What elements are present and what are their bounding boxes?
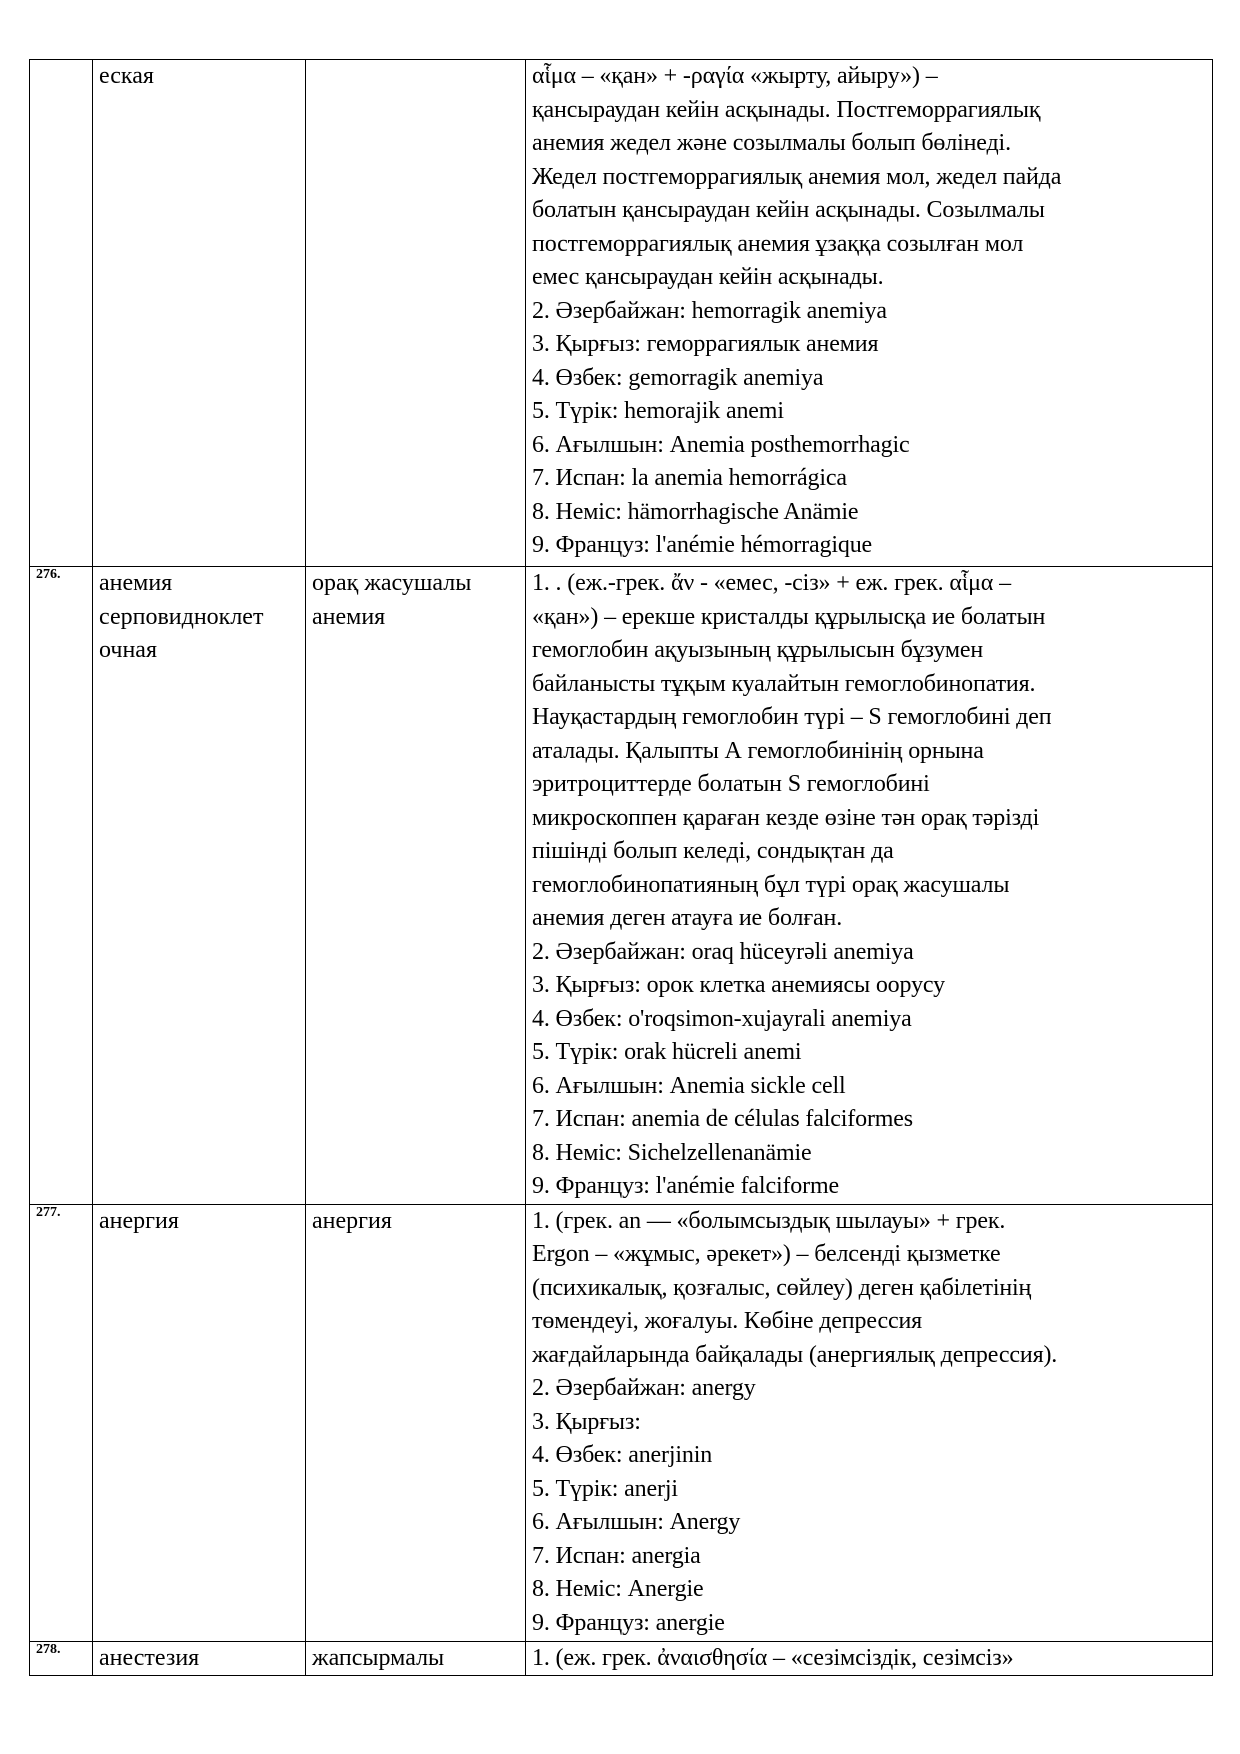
term-definition-line: постгеморрагиялық анемия ұзаққа созылған мол — [532, 230, 1024, 257]
entry-number: 278. — [30, 1641, 93, 1676]
term-russian — [93, 1204, 306, 1641]
term-definition-line: қансыраудан кейін асқынады. Постгеморрагиялық — [532, 96, 1041, 123]
term-definition-line: Ergon – «жұмыс, әрекет») – белсенді қызметке — [532, 1241, 1001, 1267]
term-russian — [93, 567, 306, 1205]
term-definition-line: 2. Әзербайжан: anergy — [532, 1375, 756, 1401]
term-definition-line: Жедел постгеморрагиялық анемия мол, жедел пайда — [532, 163, 1062, 190]
term-definition-line: αἷμα – «қан» + -ραγία «жырту, айыру») – — [532, 63, 938, 89]
term-definition-line: 6. Ағылшын: Anergy — [532, 1509, 741, 1535]
term-definition-line: пішінді болып келеді, сондықтан да — [532, 838, 894, 864]
term-definition-line: 9. Француз: l'anémie falciforme — [532, 1173, 840, 1199]
term-kazakh — [306, 1641, 526, 1676]
term-definition-line: эритроциттерде болатын S гемоглобині — [532, 771, 930, 797]
term-definition-line: 7. Испан: anemia de células falciformes — [532, 1106, 913, 1132]
term-russian-line: анергия — [99, 1207, 179, 1234]
term-definition-line: 6. Ағылшын: Anemia posthemorrhagic — [532, 431, 910, 458]
term-definition-line: Науқастардың гемоглобин түрі – S гемоглобині деп — [532, 704, 1052, 730]
term-russian-line: еская — [99, 63, 154, 89]
term-kazakh-line: анергия — [312, 1207, 392, 1234]
term-definition-line: болатын қансыраудан кейін асқынады. Созылмалы — [532, 197, 1045, 223]
term-russian-line: анестезия — [99, 1644, 200, 1671]
term-definition-line: төмендеуі, жоғалуы. Көбіне депрессия — [532, 1308, 923, 1334]
term-definition — [526, 567, 1213, 1205]
term-russian — [93, 1641, 306, 1676]
term-definition-line: 4. Өзбек: anerjinin — [532, 1442, 713, 1468]
term-kazakh-line: орақ жасушалы — [312, 570, 472, 596]
term-definition-line: 1. (еж. грек. ἀναισθησία – «сезімсіздік, сезімсіз» — [532, 1644, 1014, 1671]
term-definition-line: 3. Қырғыз: геморрагиялык анемия — [532, 331, 879, 357]
term-definition-line: гемоглобинопатияның бұл түрі орақ жасушалы — [532, 871, 1010, 898]
term-kazakh — [306, 60, 526, 567]
term-kazakh-line: анемия — [312, 603, 386, 630]
term-kazakh-line: жапсырмалы — [312, 1644, 445, 1671]
term-definition-line: жағдайларында байқалады (анергиялық депрессия). — [532, 1341, 1058, 1368]
term-definition — [526, 1641, 1213, 1676]
table-row — [30, 1204, 1213, 1641]
term-definition-line: (психикалық, қозғалыс, сөйлеу) деген қабілетінің — [532, 1274, 1032, 1301]
term-definition-line: анемия жедел және созылмалы болып бөлінеді. — [532, 130, 1011, 156]
term-definition-line: 1. . (еж.-грек. ἄν - «емес, -сіз» + еж. грек. αἷμα – — [532, 570, 1011, 596]
term-definition-line: микроскоппен қараған кезде өзіне тән орақ тәрізді — [532, 804, 1040, 831]
term-russian-line: серповидноклет — [99, 603, 264, 630]
entry-number: 277. — [30, 1204, 93, 1641]
table-row — [30, 60, 1213, 567]
term-definition-line: 5. Түрік: anerji — [532, 1475, 678, 1502]
term-definition-line: 1. (грек. an — «болымсыздық шылауы» + грек. — [532, 1207, 1006, 1234]
term-russian — [93, 60, 306, 567]
term-definition-line: 8. Неміс: Anergie — [532, 1576, 704, 1602]
term-definition-line: 8. Неміс: Sichelzellenanämie — [532, 1139, 812, 1166]
term-definition — [526, 60, 1213, 567]
term-definition-line: анемия деген атауға ие болған. — [532, 905, 843, 931]
term-definition-line: байланысты тұқым куалайтын гемоглобинопатия. — [532, 670, 1036, 697]
term-definition-line: 4. Өзбек: gemorragik anemiya — [532, 364, 824, 391]
term-definition-line: 9. Француз: anergie — [532, 1609, 725, 1636]
term-definition-line: 3. Қырғыз: — [532, 1408, 641, 1435]
table-row — [30, 1641, 1213, 1676]
term-definition-line: 6. Ағылшын: Anemia sickle cell — [532, 1072, 846, 1099]
term-definition-line: 7. Испан: la anemia hemorrágica — [532, 465, 847, 491]
term-definition-line: «қан») – ерекше кристалды құрылысқа ие болатын — [532, 603, 1046, 630]
term-definition-line: 5. Түрік: hemorajik anemi — [532, 398, 784, 424]
dictionary-table — [29, 59, 1213, 1676]
term-definition-line: 2. Әзербайжан: hemorragik anemiya — [532, 297, 887, 324]
term-russian-line: очная — [99, 637, 157, 663]
term-russian-line: анемия — [99, 570, 173, 596]
term-definition-line: емес қансыраудан кейін асқынады. — [532, 264, 884, 290]
term-definition-line: 2. Әзербайжан: oraq hüceyrəli anemiya — [532, 938, 914, 965]
term-definition-line: 7. Испан: anergia — [532, 1542, 701, 1569]
table-row — [30, 567, 1213, 1205]
term-definition-line: 9. Француз: l'anémie hémorragique — [532, 532, 873, 558]
dictionary-rows — [30, 60, 1213, 1676]
term-kazakh — [306, 567, 526, 1205]
term-kazakh — [306, 1204, 526, 1641]
term-definition-line: 5. Түрік: orak hücreli anemi — [532, 1039, 802, 1065]
entry-number: 276. — [30, 567, 93, 1205]
term-definition-line: аталады. Қалыпты А гемоглобинінің орнына — [532, 737, 984, 764]
term-definition-line: 3. Қырғыз: орок клетка анемиясы оорусу — [532, 972, 945, 998]
term-definition-line: гемоглобин ақуызының құрылысын бұзумен — [532, 637, 984, 663]
term-definition-line: 4. Өзбек: o'roqsimon-xujayrali anemiya — [532, 1005, 912, 1032]
term-definition — [526, 1204, 1213, 1641]
entry-number — [30, 60, 93, 567]
term-definition-line: 8. Неміс: hämorrhagische Anämie — [532, 498, 859, 525]
